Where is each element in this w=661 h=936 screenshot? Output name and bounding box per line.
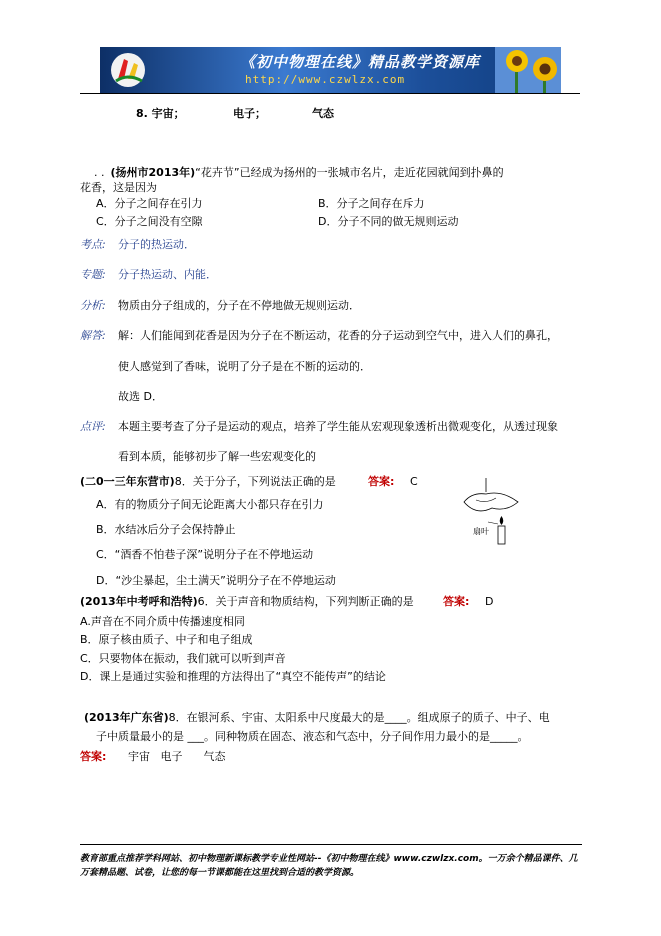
q3-option-c: C．只要物体在振动，我们就可以听到声音: [80, 652, 286, 665]
q1-dianping-line2: 看到本质，能够初步了解一些宏观变化的: [118, 450, 316, 463]
q1-source: (扬州市2013年): [110, 166, 196, 179]
q1-stem-line2: 花香，这是因为: [80, 181, 157, 194]
q1-option-b: B．分子之间存在斥力: [318, 197, 425, 210]
banner-url: http://www.czwlzx.com: [245, 73, 406, 86]
q1-zhuanti: 分子热运动、内能．: [118, 268, 217, 281]
footer-rule: [80, 844, 582, 845]
footer-text: 教育部重点推荐学科网站、初中物理新课标教学专业性网站--《初中物理在线》www.czwlzx.com。一万余个精品课件、几万套精品题、试卷，让您的每一节课都能在这里找到合适的教学资源。: [80, 854, 578, 878]
q1-kaodian-label: 考点:: [80, 238, 106, 251]
q1-option-a: A．分子之间存在引力: [96, 197, 203, 210]
diagram-fan-label: 扇叶: [473, 527, 489, 536]
q4-stem-line1-text: 8．在银河系、宇宙、太阳系中尺度最大的是____。组成原子的质子、中子、电: [168, 711, 550, 724]
prev-answer-3: 气态: [312, 107, 334, 120]
q2-answer-label: 答案:: [368, 475, 395, 488]
q2-source: (二0一三年东营市): [80, 475, 175, 488]
q4-stem-line1: [84, 711, 550, 725]
q1-option-d: D．分子不同的做无规则运动: [318, 215, 459, 228]
q2-answer: C: [410, 475, 418, 488]
q4-answer: 宇宙 电子 气态: [128, 750, 226, 763]
q2-stem-text: 8．关于分子，下列说法正确的是: [174, 475, 336, 488]
site-logo-icon: [108, 51, 148, 89]
q3-option-d: D．课上是通过实验和推理的方法得出了“真空不能传声”的结论: [80, 670, 386, 683]
q4-source: (2013年广东省): [84, 711, 169, 724]
q3-option-a: A.声音在不同介质中传播速度相同: [80, 615, 245, 628]
q1-prefix: . .: [94, 166, 105, 179]
q2-option-d: D．“沙尘暴起，尘土满天”说明分子在不停地运动: [96, 574, 336, 587]
q1-jieda-line1: 解：人们能闻到花香是因为分子在不断运动，花香的分子运动到空气中，进入人们的鼻孔，: [118, 329, 558, 342]
q3-answer: D: [485, 595, 494, 608]
q1-jieda-line3: 故选 D．: [118, 390, 163, 403]
q1-stem: [80, 166, 590, 180]
header-banner: [100, 47, 561, 93]
q3-answer-label: 答案:: [443, 595, 470, 608]
q1-option-c: C．分子之间没有空隙: [96, 215, 203, 228]
q2-option-c: C．“酒香不怕巷子深”说明分子在不停地运动: [96, 548, 314, 561]
q1-dianping-label: 点评:: [80, 420, 106, 433]
q4-answer-label: 答案:: [80, 750, 107, 763]
q2-option-b: B．水结冰后分子会保持静止: [96, 523, 236, 536]
banner-title: 《初中物理在线》精品教学资源库: [240, 53, 481, 71]
q2-option-a: A．有的物质分子间无论距离大小都只存在引力: [96, 498, 324, 511]
header-rule: [80, 93, 580, 94]
q4-stem-line2: 子中质量最小的是 ___。同种物质在固态、液态和气态中，分子间作用力最小的是_____。: [96, 730, 529, 743]
sunflower-icon: [495, 47, 561, 93]
prev-answer-number: 8. 宇宙；: [136, 107, 185, 120]
q1-zhuanti-label: 专题:: [80, 268, 106, 281]
q1-jieda-line2: 使人感觉到了香味，说明了分子是在不断的运动的．: [118, 360, 371, 373]
q1-dianping-line1: 本题主要考查了分子是运动的观点，培养了学生能从宏观现象透析出微观变化，从透过现象: [118, 420, 558, 433]
q2-stem: [80, 475, 336, 489]
q1-jieda-label: 解答:: [80, 329, 106, 342]
q3-source: (2013年中考呼和浩特): [80, 595, 198, 608]
q1-fenxi-label: 分析:: [80, 299, 106, 312]
q3-option-b: B．原子核由质子、中子和电子组成: [80, 633, 253, 646]
q1-fenxi: 物质由分子组成的，分子在不停地做无规则运动．: [118, 299, 360, 312]
q1-kaodian: 分子的热运动．: [118, 238, 195, 251]
prev-answer-2: 电子；: [233, 107, 266, 120]
q3-stem-text: 6．关于声音和物质结构，下列判断正确的是: [197, 595, 414, 608]
q1-stem-line1: “花卉节”已经成为扬州的一张城市名片，走近花园就闻到扑鼻的: [195, 166, 504, 179]
q3-stem: [80, 595, 414, 609]
